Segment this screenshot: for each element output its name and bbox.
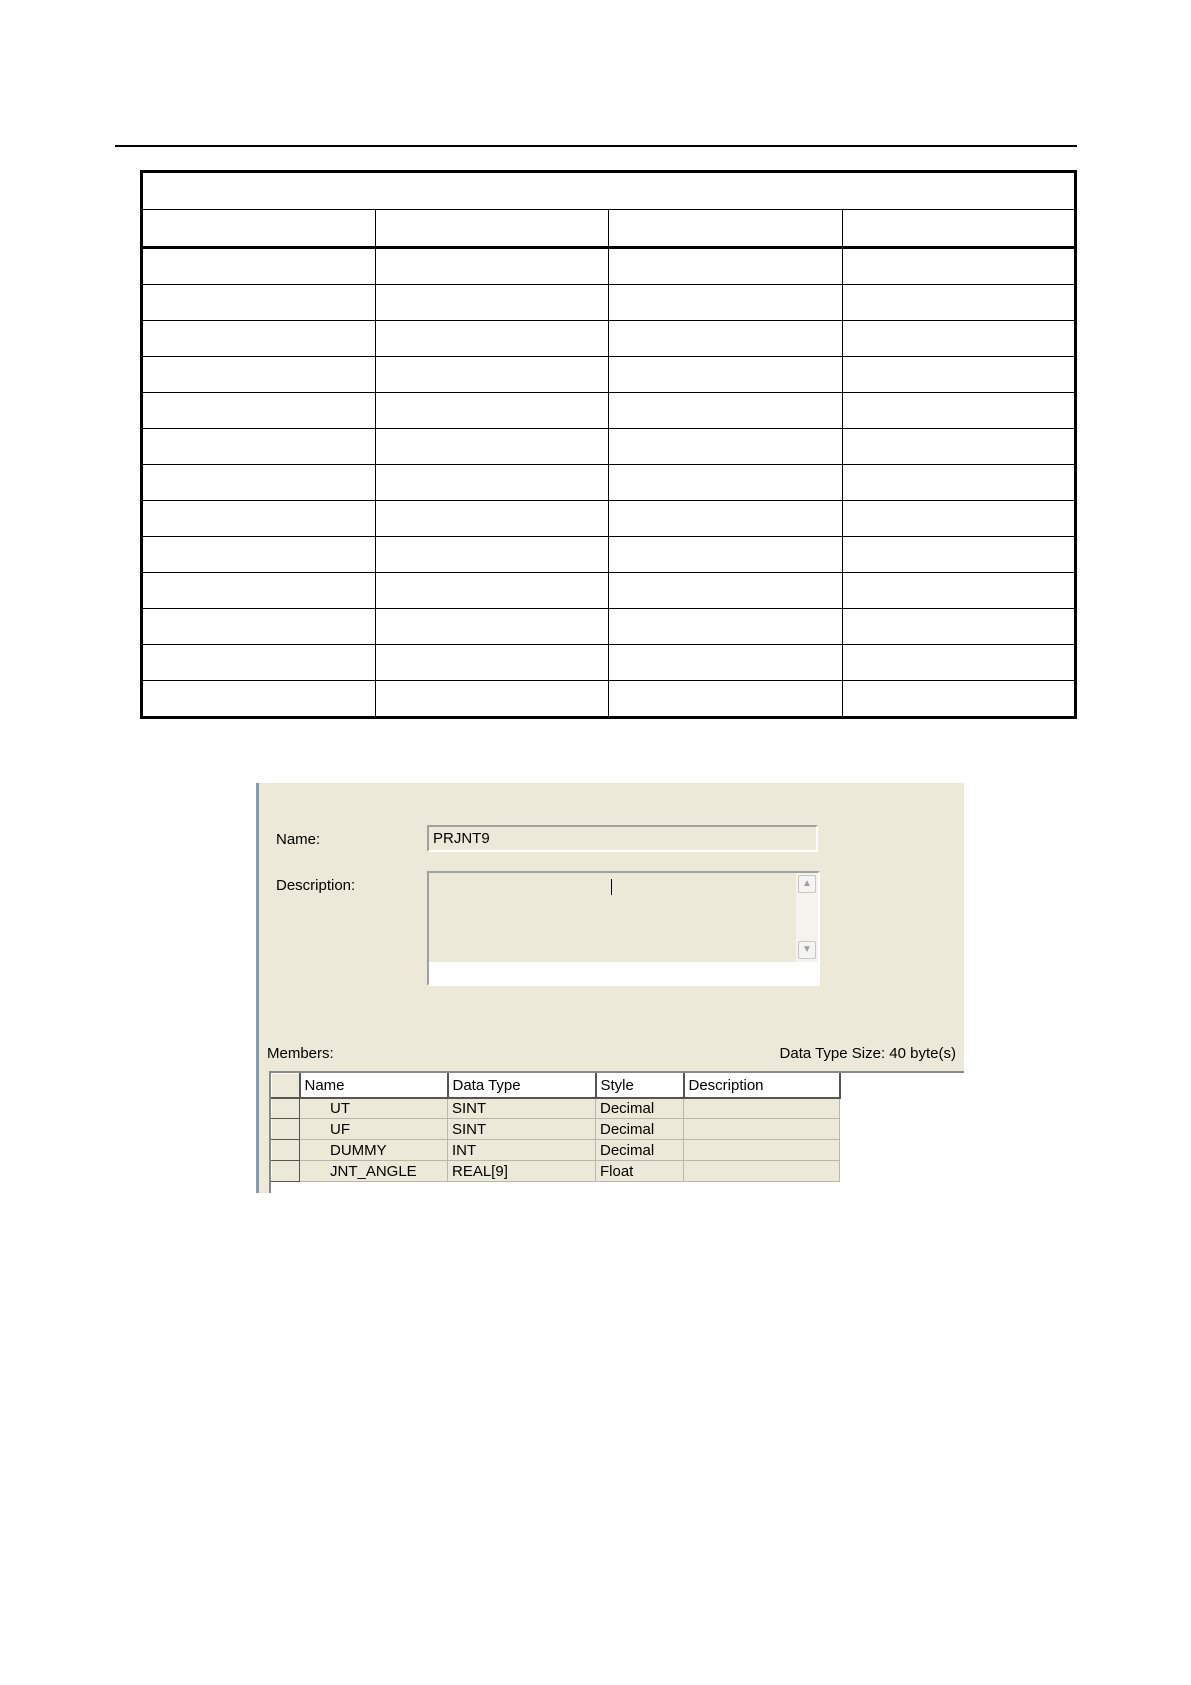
name-label: Name: bbox=[276, 831, 321, 848]
table-row bbox=[142, 393, 1076, 429]
table-row bbox=[142, 321, 1076, 357]
members-grid bbox=[269, 1071, 964, 1193]
member-name[interactable]: JNT_ANGLE bbox=[300, 1161, 448, 1182]
name-input[interactable]: PRJNT9 bbox=[427, 825, 818, 852]
description-label: Description: bbox=[276, 877, 356, 894]
description-textarea[interactable] bbox=[427, 871, 820, 986]
table-row bbox=[142, 357, 1076, 393]
table-row bbox=[142, 681, 1076, 718]
table-row[interactable] bbox=[272, 1119, 840, 1140]
member-style[interactable]: Float bbox=[596, 1161, 684, 1182]
header-corner bbox=[272, 1074, 300, 1098]
scroll-down-icon[interactable]: ▼ bbox=[798, 941, 816, 959]
member-description[interactable] bbox=[684, 1119, 840, 1140]
table-row bbox=[142, 645, 1076, 681]
column-header-style[interactable]: Style bbox=[596, 1074, 684, 1098]
row-selector[interactable] bbox=[272, 1119, 300, 1140]
scroll-up-icon[interactable]: ▲ bbox=[798, 875, 816, 893]
table-row bbox=[142, 248, 1076, 285]
member-style[interactable]: Decimal bbox=[596, 1140, 684, 1161]
table-row bbox=[142, 573, 1076, 609]
data-type-size: Data Type Size: 40 byte(s) bbox=[779, 1045, 956, 1062]
column-header-description[interactable]: Description bbox=[684, 1074, 840, 1098]
member-data-type[interactable]: SINT bbox=[448, 1098, 596, 1119]
text-caret bbox=[611, 879, 612, 895]
table-title-row bbox=[142, 172, 1076, 210]
member-data-type[interactable]: INT bbox=[448, 1140, 596, 1161]
table-row bbox=[142, 285, 1076, 321]
data-type-dialog bbox=[256, 783, 964, 1193]
header-rule bbox=[115, 145, 1077, 147]
member-data-type[interactable]: SINT bbox=[448, 1119, 596, 1140]
column-header-name[interactable]: Name bbox=[300, 1074, 448, 1098]
member-style[interactable]: Decimal bbox=[596, 1098, 684, 1119]
table-row bbox=[142, 501, 1076, 537]
table-row[interactable] bbox=[272, 1140, 840, 1161]
row-selector[interactable] bbox=[272, 1140, 300, 1161]
member-description[interactable] bbox=[684, 1098, 840, 1119]
table-row[interactable] bbox=[272, 1098, 840, 1119]
table-row bbox=[142, 465, 1076, 501]
members-header-row bbox=[272, 1074, 840, 1098]
column-header-data-type[interactable]: Data Type bbox=[448, 1074, 596, 1098]
row-selector[interactable] bbox=[272, 1098, 300, 1119]
table-row bbox=[142, 429, 1076, 465]
table-header-row bbox=[142, 210, 1076, 248]
table-row[interactable] bbox=[272, 1161, 840, 1182]
member-name[interactable]: DUMMY bbox=[300, 1140, 448, 1161]
member-name[interactable]: UT bbox=[300, 1098, 448, 1119]
member-description[interactable] bbox=[684, 1140, 840, 1161]
empty-document-table bbox=[140, 170, 1077, 719]
row-selector[interactable] bbox=[272, 1161, 300, 1182]
member-style[interactable]: Decimal bbox=[596, 1119, 684, 1140]
members-table bbox=[271, 1073, 841, 1182]
member-name[interactable]: UF bbox=[300, 1119, 448, 1140]
member-description[interactable] bbox=[684, 1161, 840, 1182]
table-row bbox=[142, 537, 1076, 573]
description-scrollbar[interactable] bbox=[796, 873, 818, 962]
member-data-type[interactable]: REAL[9] bbox=[448, 1161, 596, 1182]
table-row bbox=[142, 609, 1076, 645]
members-label: Members: bbox=[267, 1045, 334, 1062]
